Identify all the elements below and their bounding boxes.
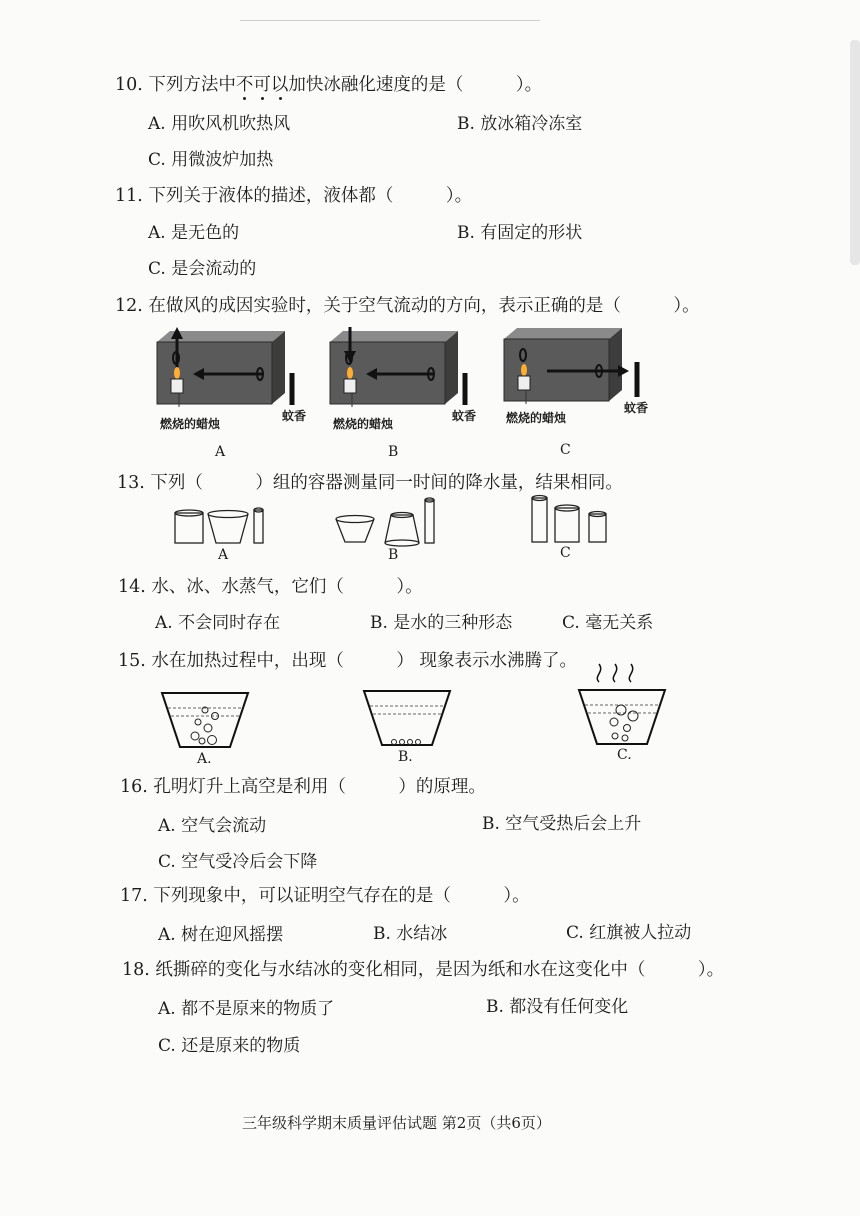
- page-footer: 三年级科学期末质量评估试题 第2页（共6页）: [242, 1114, 551, 1132]
- figure-label-c: C: [560, 442, 571, 458]
- figure-label-c: C: [560, 545, 571, 561]
- option-b: B. 放冰箱冷冻室: [457, 114, 583, 134]
- question-stem: 水、冰、水蒸气，它们（ ）。: [151, 577, 423, 597]
- question-stem-post: 加快冰融化速度的是（ ）。: [288, 75, 543, 95]
- heating-beaker-c: [577, 660, 667, 750]
- figure-label-a: A: [215, 444, 226, 460]
- candle-label: 燃烧的蜡烛: [160, 417, 221, 431]
- option-a: A. 是无色的: [148, 223, 240, 243]
- question-number: 13.: [117, 473, 145, 493]
- question-number: 14.: [118, 577, 146, 597]
- candle-label: 燃烧的蜡烛: [333, 417, 394, 431]
- containers-group-b: [333, 495, 443, 550]
- option-c: C. 空气受冷后会下降: [158, 852, 318, 872]
- question-stem: 纸撕碎的变化与水结冰的变化相同，是因为纸和水在这变化中（ ）。: [155, 960, 725, 980]
- question-number: 18.: [122, 960, 150, 980]
- incense-label: 蚊香: [282, 409, 307, 423]
- question-15: [118, 653, 577, 671]
- question-stem: 下列现象中，可以证明空气存在的是（ ）。: [153, 886, 530, 906]
- candle-label: 燃烧的蜡烛: [506, 411, 567, 425]
- question-stem: 孔明灯升上高空是利用（ ）的原理。: [153, 777, 486, 797]
- option-c: C. 还是原来的物质: [158, 1036, 301, 1056]
- question-10: [115, 77, 542, 95]
- figure-label-a: A.: [197, 751, 212, 767]
- question-number: 12.: [115, 296, 143, 316]
- option-a: A. 树在迎风摇摆: [158, 925, 284, 945]
- option-b: B. 空气受热后会上升: [482, 814, 642, 834]
- question-number: 10.: [115, 75, 143, 95]
- option-c: C. 毫无关系: [562, 613, 654, 633]
- option-a: A. 用吹风机吹热风: [148, 114, 291, 134]
- option-b: B. 水结冰: [373, 924, 448, 944]
- question-stem-emphasis: 不可以: [236, 75, 289, 95]
- scrollbar[interactable]: [850, 40, 860, 265]
- incense-label: 蚊香: [624, 401, 649, 415]
- question-number: 17.: [120, 886, 148, 906]
- question-number: 11.: [115, 186, 143, 206]
- question-14: [118, 579, 423, 597]
- option-c: C. 红旗被人拉动: [566, 923, 692, 943]
- question-16: [120, 779, 486, 797]
- heating-beaker-a: [160, 690, 250, 750]
- question-18: [122, 962, 724, 980]
- question-stem: 下列关于液体的描述，液体都（ ）。: [148, 186, 473, 206]
- question-stem: 在做风的成因实验时，关于空气流动的方向，表示正确的是（ ）。: [148, 296, 700, 316]
- figure-label-b: B: [388, 444, 399, 460]
- option-b: B. 是水的三种形态: [370, 613, 513, 633]
- option-a: A. 不会同时存在: [155, 613, 281, 633]
- containers-group-a: [170, 505, 270, 550]
- option-c: C. 用微波炉加热: [148, 150, 274, 170]
- figure-label-c: C.: [617, 747, 632, 763]
- question-number: 16.: [120, 777, 148, 797]
- question-stem-pre: 下列方法中: [148, 75, 236, 95]
- incense-label: 蚊香: [452, 409, 477, 423]
- figure-label-a: A: [218, 547, 229, 563]
- option-b: B. 有固定的形状: [457, 223, 583, 243]
- option-a: A. 都不是原来的物质了: [158, 999, 335, 1019]
- option-b: B. 都没有任何变化: [486, 997, 629, 1017]
- question-11: [115, 188, 472, 206]
- containers-group-c: [528, 490, 613, 545]
- question-stem: 下列（ ）组的容器测量同一时间的降水量，结果相同。: [150, 473, 623, 493]
- question-12: [115, 298, 700, 316]
- figure-label-b: B: [388, 547, 399, 563]
- heating-beaker-b: [362, 688, 452, 748]
- question-number: 15.: [118, 651, 146, 671]
- question-17: [120, 888, 530, 906]
- option-a: A. 空气会流动: [158, 816, 267, 836]
- top-edge-line: [240, 20, 540, 21]
- question-stem: 水在加热过程中，出现（ ） 现象表示水沸腾了。: [151, 651, 577, 671]
- figure-label-b: B.: [398, 749, 413, 765]
- option-c: C. 是会流动的: [148, 259, 257, 279]
